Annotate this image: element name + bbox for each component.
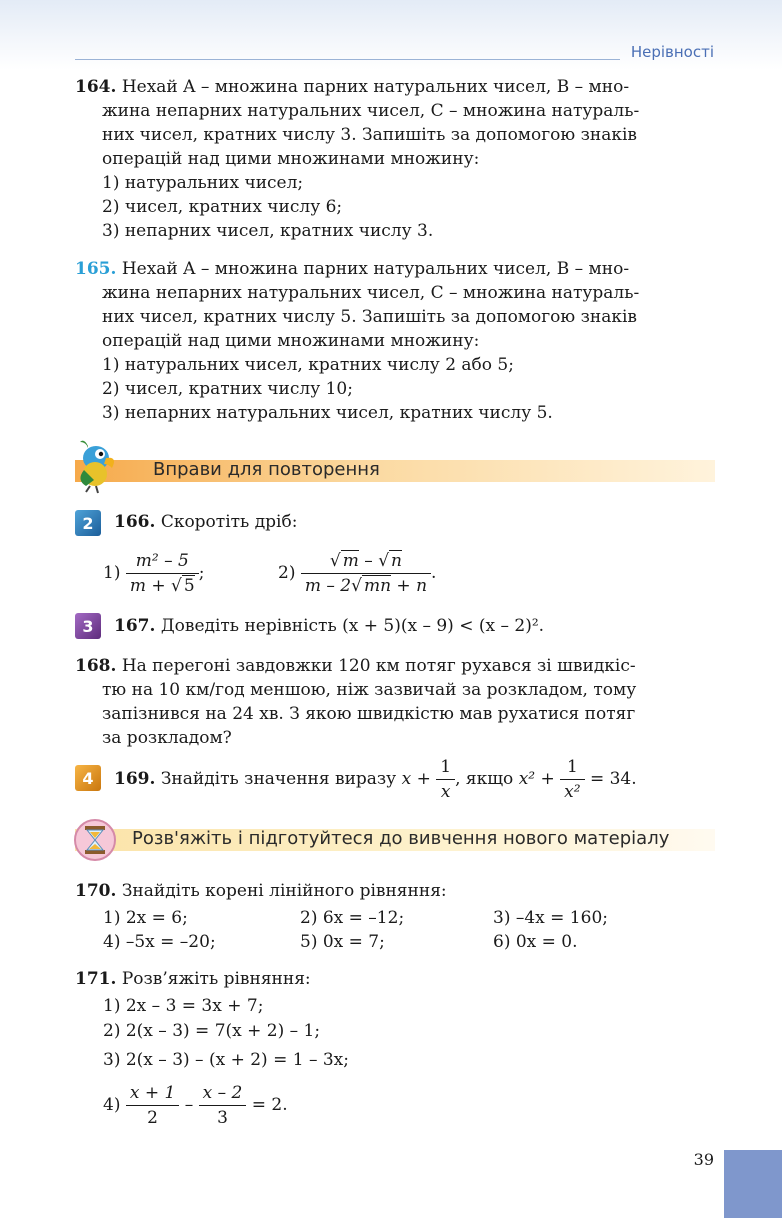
equation: 3) 2(x – 3) – (x + 2) = 1 – 3x;: [103, 1050, 349, 1070]
item-label: 2): [278, 563, 296, 583]
header-rule: [75, 59, 620, 60]
root-radicand: n: [391, 551, 402, 571]
exercise-text: , якщо: [455, 769, 519, 789]
exercise-text: операцій над цими множинами множину:: [102, 149, 480, 169]
level-number: 2: [82, 513, 94, 533]
expression: x +: [401, 769, 437, 789]
equation: 1) 2x – 3 = 3x + 7;: [103, 996, 264, 1016]
level-number: 3: [82, 616, 94, 636]
exercise-text: запізнився на 24 хв. З якою швидкістю мав рухатися потяг: [102, 704, 636, 724]
exercise-text: операцій над цими множинами множину:: [102, 331, 480, 351]
exercise-number: 171.: [75, 969, 117, 989]
list-item: 3) непарних натуральних чисел, кратних числу 5.: [102, 403, 553, 423]
exercise-text: них чисел, кратних числу 5. Запишіть за допомогою знаків: [102, 307, 637, 327]
punctuation: ;: [198, 563, 205, 583]
fraction: [199, 1081, 247, 1130]
numerator: 1: [436, 755, 455, 780]
level-number: 4: [82, 768, 94, 788]
equation: 3) –4x = 160;: [493, 908, 608, 928]
expression: = 34.: [584, 769, 637, 789]
exercise-number: 167.: [114, 616, 156, 636]
level-3-cube-icon: [75, 613, 101, 639]
equation: 5) 0x = 7;: [300, 932, 385, 952]
list-item: 3) непарних чисел, кратних числу 3.: [102, 221, 434, 241]
exercise-text: за розкладом?: [102, 728, 232, 748]
list-item: 1) натуральних чисел, кратних числу 2 або 5;: [102, 355, 514, 375]
exercise-text: Нехай A – множина парних натуральних чисел, B – мно-: [121, 77, 630, 97]
equation: 1) 2x = 6;: [103, 908, 188, 928]
exercise-166: [114, 510, 297, 534]
root-radicand: mn: [363, 576, 392, 596]
exercise-165: [75, 257, 715, 425]
item-label: 4): [103, 1095, 121, 1115]
exercise-text: Нехай A – множина парних натуральних чисел, B – мно-: [121, 259, 630, 279]
numerator: 1: [560, 755, 584, 780]
banner-title: Розв'яжіть і підготуйтеся до вивчення нового матеріалу: [132, 828, 670, 849]
fraction: [126, 1081, 179, 1130]
exercise-number: 165.: [75, 259, 117, 279]
fraction: [436, 755, 455, 804]
exercise-164: [75, 75, 715, 243]
expression: = 2.: [246, 1095, 288, 1115]
denominator: 3: [217, 1108, 228, 1128]
fraction-166-2: [278, 549, 436, 598]
denominator: m – 2: [304, 576, 352, 596]
denominator: m +: [129, 576, 172, 596]
parrot-icon: [74, 436, 126, 494]
exercise-text: Знайдіть корені лінійного рівняння:: [121, 881, 447, 901]
equation: 6) 0x = 0.: [493, 932, 578, 952]
exercise-168: [75, 654, 715, 750]
exercise-text: Доведіть нерівність (x + 5)(x – 9) < (x – 2)².: [160, 616, 545, 636]
level-4-cube-icon: [75, 765, 101, 791]
operator: –: [179, 1095, 199, 1115]
list-item: 2) чисел, кратних числу 10;: [102, 379, 353, 399]
equation: 2) 6x = –12;: [300, 908, 405, 928]
section-title: Нерівності: [630, 43, 714, 61]
exercise-number: 169.: [114, 769, 156, 789]
denominator: + n: [391, 576, 428, 596]
exercise-text: Знайдіть значення виразу: [160, 769, 397, 789]
exercise-number: 166.: [114, 512, 156, 532]
denominator: 2: [147, 1108, 158, 1128]
exercise-text: жина непарних натуральних чисел, C – множина натураль-: [102, 101, 640, 121]
equation: 2) 2(x – 3) = 7(x + 2) – 1;: [103, 1021, 321, 1041]
numerator: m² – 5: [126, 549, 199, 574]
exercise-167: [114, 614, 544, 638]
page-tab: [724, 1150, 782, 1218]
denominator: x²: [564, 782, 581, 802]
hourglass-icon: [73, 818, 117, 862]
fraction: [560, 755, 584, 804]
exercise-text: них чисел, кратних числу 3. Запишіть за допомогою знаків: [102, 125, 637, 145]
exercise-169: [114, 755, 637, 804]
exercise-number: 164.: [75, 77, 117, 97]
operator: –: [358, 551, 379, 571]
exercise-text: Скоротіть дріб:: [160, 512, 298, 532]
numerator: x + 1: [126, 1081, 179, 1106]
level-2-cube-icon: [75, 510, 101, 536]
expression: x² +: [518, 769, 561, 789]
exercise-text: тю на 10 км/год меншою, ніж зазвичай за розкладом, тому: [102, 680, 637, 700]
root-radicand: 5: [183, 576, 195, 596]
denominator: x: [440, 782, 451, 802]
fraction-166-1: [103, 549, 204, 598]
banner-title: Вправи для повторення: [153, 459, 380, 480]
page-number: 39: [693, 1150, 714, 1169]
exercise-text: Розв’яжіть рівняння:: [121, 969, 311, 989]
item-label: 1): [103, 563, 121, 583]
exercise-number: 170.: [75, 881, 117, 901]
exercise-text: На перегоні завдовжки 120 км потяг рухався зі швидкіс-: [121, 656, 636, 676]
numerator: x – 2: [199, 1081, 247, 1106]
equation: 4) –5x = –20;: [103, 932, 216, 952]
root-radicand: m: [342, 551, 359, 571]
exercise-text: жина непарних натуральних чисел, C – множина натураль-: [102, 283, 640, 303]
list-item: 1) натуральних чисел;: [102, 173, 304, 193]
equation-fraction: [103, 1081, 288, 1130]
fraction: $\frac{√ m - √ n}{m - 2√ mn + n}$: [301, 549, 431, 598]
punctuation: .: [431, 563, 437, 583]
exercise-number: 168.: [75, 656, 117, 676]
exercise-170: [75, 879, 447, 903]
fraction: $\frac{\text{m² – 5}}{m + √ 5}$: [126, 549, 199, 598]
exercise-171: [75, 967, 311, 991]
list-item: 2) чисел, кратних числу 6;: [102, 197, 343, 217]
